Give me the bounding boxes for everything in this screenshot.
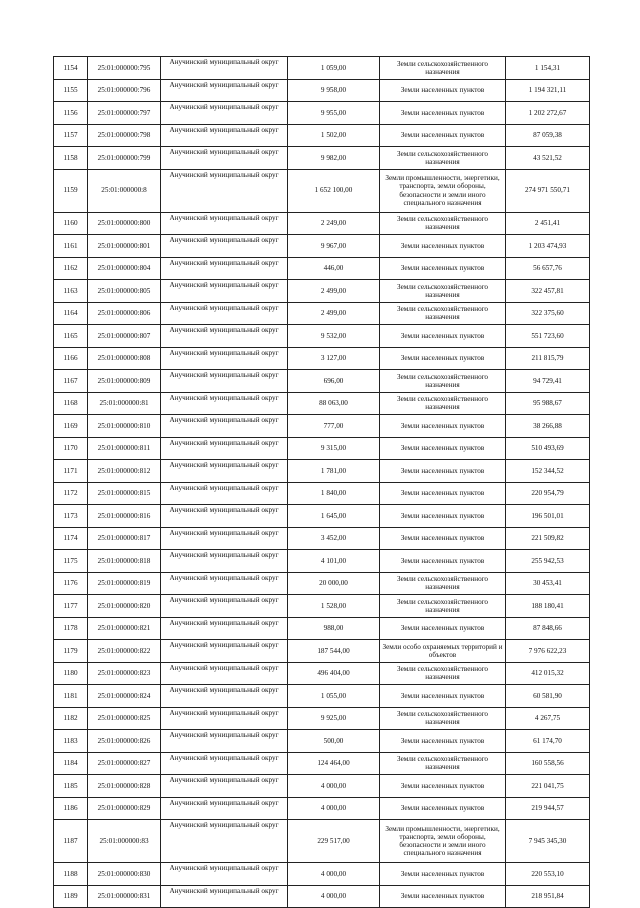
land-category-cell: Земли сельскохозяйственного назначения — [380, 392, 506, 415]
cadastral-number-cell: 25:01:000000:818 — [88, 550, 161, 573]
cadastral-value-cell: 255 942,53 — [506, 550, 590, 573]
row-number-cell: 1176 — [54, 572, 88, 595]
cadastral-number-cell: 25:01:000000:815 — [88, 482, 161, 505]
land-category-cell: Земли населенных пунктов — [380, 437, 506, 460]
table-row — [54, 302, 590, 325]
area-cell: 9 955,00 — [288, 102, 380, 125]
owner-cell: Анучинский муниципальный округ — [161, 392, 288, 415]
table-body — [54, 57, 590, 908]
cadastral-value-cell: 87 848,66 — [506, 617, 590, 640]
land-category-cell: Земли населенных пунктов — [380, 347, 506, 370]
area-cell: 187 544,00 — [288, 640, 380, 663]
area-cell: 1 652 100,00 — [288, 169, 380, 212]
cadastral-value-cell: 211 815,79 — [506, 347, 590, 370]
owner-cell: Анучинский муниципальный округ — [161, 550, 288, 573]
cadastral-value-cell: 551 723,60 — [506, 325, 590, 348]
table-row — [54, 257, 590, 280]
row-number-cell: 1161 — [54, 235, 88, 258]
row-number-cell: 1160 — [54, 212, 88, 235]
cadastral-value-cell: 510 493,69 — [506, 437, 590, 460]
row-number-cell: 1174 — [54, 527, 88, 550]
row-number-cell: 1188 — [54, 863, 88, 886]
cadastral-number-cell: 25:01:000000:831 — [88, 885, 161, 908]
row-number-cell: 1185 — [54, 775, 88, 798]
cadastral-number-cell: 25:01:000000:809 — [88, 370, 161, 393]
table-row — [54, 169, 590, 212]
owner-cell: Анучинский муниципальный округ — [161, 685, 288, 708]
row-number-cell: 1173 — [54, 505, 88, 528]
table-row — [54, 527, 590, 550]
owner-cell: Анучинский муниципальный округ — [161, 617, 288, 640]
area-cell: 988,00 — [288, 617, 380, 640]
cadastral-value-cell: 4 267,75 — [506, 707, 590, 730]
land-category-cell: Земли сельскохозяйственного назначения — [380, 212, 506, 235]
table-row — [54, 820, 590, 863]
cadastral-value-cell: 7 976 622,23 — [506, 640, 590, 663]
cadastral-number-cell: 25:01:000000:816 — [88, 505, 161, 528]
table-row — [54, 730, 590, 753]
row-number-cell: 1159 — [54, 169, 88, 212]
land-category-cell: Земли населенных пунктов — [380, 797, 506, 820]
area-cell: 1 055,00 — [288, 685, 380, 708]
cadastral-number-cell: 25:01:000000:8 — [88, 169, 161, 212]
table-row — [54, 707, 590, 730]
owner-cell: Анучинский муниципальный округ — [161, 595, 288, 618]
land-category-cell: Земли населенных пунктов — [380, 527, 506, 550]
land-category-cell: Земли сельскохозяйственного назначения — [380, 572, 506, 595]
area-cell: 1 781,00 — [288, 460, 380, 483]
cadastral-value-cell: 160 558,56 — [506, 752, 590, 775]
area-cell: 4 000,00 — [288, 863, 380, 886]
area-cell: 1 528,00 — [288, 595, 380, 618]
cadastral-value-cell: 219 944,57 — [506, 797, 590, 820]
land-category-cell: Земли населенных пунктов — [380, 885, 506, 908]
owner-cell: Анучинский муниципальный округ — [161, 460, 288, 483]
cadastral-value-cell: 56 657,76 — [506, 257, 590, 280]
area-cell: 9 532,00 — [288, 325, 380, 348]
area-cell: 777,00 — [288, 415, 380, 438]
owner-cell: Анучинский муниципальный округ — [161, 415, 288, 438]
cadastral-value-cell: 412 015,32 — [506, 662, 590, 685]
cadastral-value-cell: 196 501,01 — [506, 505, 590, 528]
row-number-cell: 1179 — [54, 640, 88, 663]
cadastral-number-cell: 25:01:000000:796 — [88, 79, 161, 102]
cadastral-value-cell: 221 041,75 — [506, 775, 590, 798]
owner-cell: Анучинский муниципальный округ — [161, 505, 288, 528]
row-number-cell: 1186 — [54, 797, 88, 820]
land-category-cell: Земли населенных пунктов — [380, 505, 506, 528]
land-category-cell: Земли населенных пунктов — [380, 415, 506, 438]
area-cell: 496 404,00 — [288, 662, 380, 685]
cadastral-number-cell: 25:01:000000:819 — [88, 572, 161, 595]
cadastral-value-cell: 94 729,41 — [506, 370, 590, 393]
cadastral-number-cell: 25:01:000000:817 — [88, 527, 161, 550]
row-number-cell: 1165 — [54, 325, 88, 348]
row-number-cell: 1170 — [54, 437, 88, 460]
table-row — [54, 595, 590, 618]
table-row — [54, 685, 590, 708]
area-cell: 1 502,00 — [288, 124, 380, 147]
owner-cell: Анучинский муниципальный округ — [161, 662, 288, 685]
cadastral-value-cell: 1 194 321,11 — [506, 79, 590, 102]
cadastral-value-cell: 1 203 474,93 — [506, 235, 590, 258]
owner-cell: Анучинский муниципальный округ — [161, 863, 288, 886]
area-cell: 446,00 — [288, 257, 380, 280]
cadastral-number-cell: 25:01:000000:806 — [88, 302, 161, 325]
area-cell: 9 958,00 — [288, 79, 380, 102]
row-number-cell: 1164 — [54, 302, 88, 325]
cadastral-number-cell: 25:01:000000:795 — [88, 57, 161, 80]
table-row — [54, 102, 590, 125]
cadastral-value-cell: 30 453,41 — [506, 572, 590, 595]
cadastral-number-cell: 25:01:000000:829 — [88, 797, 161, 820]
land-category-cell: Земли населенных пунктов — [380, 257, 506, 280]
owner-cell: Анучинский муниципальный округ — [161, 437, 288, 460]
land-category-cell: Земли населенных пунктов — [380, 730, 506, 753]
area-cell: 9 967,00 — [288, 235, 380, 258]
owner-cell: Анучинский муниципальный округ — [161, 482, 288, 505]
cadastral-value-cell: 43 521,52 — [506, 147, 590, 170]
cadastral-value-cell: 274 971 550,71 — [506, 169, 590, 212]
area-cell: 500,00 — [288, 730, 380, 753]
cadastral-number-cell: 25:01:000000:830 — [88, 863, 161, 886]
cadastral-number-cell: 25:01:000000:800 — [88, 212, 161, 235]
owner-cell: Анучинский муниципальный округ — [161, 147, 288, 170]
row-number-cell: 1163 — [54, 280, 88, 303]
cadastral-value-cell: 61 174,70 — [506, 730, 590, 753]
cadastral-number-cell: 25:01:000000:825 — [88, 707, 161, 730]
area-cell: 20 000,00 — [288, 572, 380, 595]
area-cell: 4 000,00 — [288, 797, 380, 820]
row-number-cell: 1167 — [54, 370, 88, 393]
cadastral-number-cell: 25:01:000000:81 — [88, 392, 161, 415]
table-row — [54, 347, 590, 370]
table-row — [54, 775, 590, 798]
area-cell: 9 315,00 — [288, 437, 380, 460]
table-row — [54, 863, 590, 886]
table-row — [54, 617, 590, 640]
area-cell: 88 063,00 — [288, 392, 380, 415]
owner-cell: Анучинский муниципальный округ — [161, 280, 288, 303]
owner-cell: Анучинский муниципальный округ — [161, 370, 288, 393]
cadastral-number-cell: 25:01:000000:799 — [88, 147, 161, 170]
cadastral-value-cell: 95 988,67 — [506, 392, 590, 415]
table-row — [54, 752, 590, 775]
owner-cell: Анучинский муниципальный округ — [161, 257, 288, 280]
table-row — [54, 280, 590, 303]
row-number-cell: 1181 — [54, 685, 88, 708]
land-category-cell: Земли населенных пунктов — [380, 775, 506, 798]
owner-cell: Анучинский муниципальный округ — [161, 347, 288, 370]
area-cell: 2 249,00 — [288, 212, 380, 235]
row-number-cell: 1162 — [54, 257, 88, 280]
owner-cell: Анучинский муниципальный округ — [161, 752, 288, 775]
row-number-cell: 1178 — [54, 617, 88, 640]
cadastral-number-cell: 25:01:000000:827 — [88, 752, 161, 775]
area-cell: 1 840,00 — [288, 482, 380, 505]
cadastral-number-cell: 25:01:000000:83 — [88, 820, 161, 863]
owner-cell: Анучинский муниципальный округ — [161, 527, 288, 550]
cadastral-value-cell: 221 509,82 — [506, 527, 590, 550]
area-cell: 3 127,00 — [288, 347, 380, 370]
land-category-cell: Земли населенных пунктов — [380, 460, 506, 483]
table-row — [54, 370, 590, 393]
owner-cell: Анучинский муниципальный округ — [161, 212, 288, 235]
land-category-cell: Земли населенных пунктов — [380, 325, 506, 348]
area-cell: 229 517,00 — [288, 820, 380, 863]
cadastral-value-cell: 1 154,31 — [506, 57, 590, 80]
cadastral-value-cell: 220 553,10 — [506, 863, 590, 886]
row-number-cell: 1168 — [54, 392, 88, 415]
table-row — [54, 415, 590, 438]
table-row — [54, 482, 590, 505]
cadastral-number-cell: 25:01:000000:801 — [88, 235, 161, 258]
table-row — [54, 885, 590, 908]
area-cell: 1 059,00 — [288, 57, 380, 80]
cadastral-number-cell: 25:01:000000:820 — [88, 595, 161, 618]
area-cell: 2 499,00 — [288, 302, 380, 325]
area-cell: 4 101,00 — [288, 550, 380, 573]
owner-cell: Анучинский муниципальный округ — [161, 79, 288, 102]
table-row — [54, 640, 590, 663]
land-category-cell: Земли промышленности, энергетики, транспорта, земли обороны, безопасности и земли иного специального назначения — [380, 820, 506, 863]
row-number-cell: 1157 — [54, 124, 88, 147]
cadastral-number-cell: 25:01:000000:808 — [88, 347, 161, 370]
row-number-cell: 1177 — [54, 595, 88, 618]
cadastral-number-cell: 25:01:000000:823 — [88, 662, 161, 685]
table-row — [54, 235, 590, 258]
cadastral-number-cell: 25:01:000000:798 — [88, 124, 161, 147]
table-row — [54, 392, 590, 415]
cadastral-value-cell: 152 344,52 — [506, 460, 590, 483]
land-category-cell: Земли сельскохозяйственного назначения — [380, 302, 506, 325]
table-row — [54, 325, 590, 348]
cadastral-value-cell: 1 202 272,67 — [506, 102, 590, 125]
row-number-cell: 1189 — [54, 885, 88, 908]
owner-cell: Анучинский муниципальный округ — [161, 885, 288, 908]
cadastral-number-cell: 25:01:000000:804 — [88, 257, 161, 280]
cadastral-number-cell: 25:01:000000:821 — [88, 617, 161, 640]
land-category-cell: Земли населенных пунктов — [380, 482, 506, 505]
land-category-cell: Земли сельскохозяйственного назначения — [380, 595, 506, 618]
area-cell: 124 464,00 — [288, 752, 380, 775]
cadastral-number-cell: 25:01:000000:826 — [88, 730, 161, 753]
cadastral-number-cell: 25:01:000000:805 — [88, 280, 161, 303]
land-category-cell: Земли сельскохозяйственного назначения — [380, 57, 506, 80]
land-category-cell: Земли особо охраняемых территорий и объектов — [380, 640, 506, 663]
table-row — [54, 572, 590, 595]
area-cell: 9 982,00 — [288, 147, 380, 170]
owner-cell: Анучинский муниципальный округ — [161, 775, 288, 798]
owner-cell: Анучинский муниципальный округ — [161, 820, 288, 863]
land-category-cell: Земли населенных пунктов — [380, 124, 506, 147]
table-row — [54, 212, 590, 235]
cadastral-number-cell: 25:01:000000:807 — [88, 325, 161, 348]
cadastral-value-cell: 38 266,88 — [506, 415, 590, 438]
table-row — [54, 797, 590, 820]
area-cell: 1 645,00 — [288, 505, 380, 528]
owner-cell: Анучинский муниципальный округ — [161, 730, 288, 753]
cadastral-value-cell: 188 180,41 — [506, 595, 590, 618]
cadastral-value-cell: 7 945 345,30 — [506, 820, 590, 863]
owner-cell: Анучинский муниципальный округ — [161, 302, 288, 325]
cadastral-value-cell: 322 375,60 — [506, 302, 590, 325]
table-row — [54, 550, 590, 573]
row-number-cell: 1156 — [54, 102, 88, 125]
cadastral-number-cell: 25:01:000000:822 — [88, 640, 161, 663]
land-category-cell: Земли сельскохозяйственного назначения — [380, 707, 506, 730]
land-category-cell: Земли сельскохозяйственного назначения — [380, 752, 506, 775]
cadastral-number-cell: 25:01:000000:828 — [88, 775, 161, 798]
table-row — [54, 147, 590, 170]
cadastral-value-cell: 218 951,84 — [506, 885, 590, 908]
owner-cell: Анучинский муниципальный округ — [161, 640, 288, 663]
row-number-cell: 1172 — [54, 482, 88, 505]
row-number-cell: 1154 — [54, 57, 88, 80]
table-row — [54, 505, 590, 528]
row-number-cell: 1175 — [54, 550, 88, 573]
land-category-cell: Земли населенных пунктов — [380, 102, 506, 125]
cadastral-number-cell: 25:01:000000:797 — [88, 102, 161, 125]
table-row — [54, 124, 590, 147]
land-category-cell: Земли населенных пунктов — [380, 79, 506, 102]
owner-cell: Анучинский муниципальный округ — [161, 102, 288, 125]
row-number-cell: 1155 — [54, 79, 88, 102]
owner-cell: Анучинский муниципальный округ — [161, 235, 288, 258]
row-number-cell: 1183 — [54, 730, 88, 753]
row-number-cell: 1166 — [54, 347, 88, 370]
area-cell: 4 000,00 — [288, 775, 380, 798]
table-row — [54, 662, 590, 685]
land-registry-table — [53, 56, 590, 908]
owner-cell: Анучинский муниципальный округ — [161, 57, 288, 80]
row-number-cell: 1171 — [54, 460, 88, 483]
row-number-cell: 1169 — [54, 415, 88, 438]
cadastral-number-cell: 25:01:000000:811 — [88, 437, 161, 460]
cadastral-number-cell: 25:01:000000:810 — [88, 415, 161, 438]
table-row — [54, 437, 590, 460]
cadastral-value-cell: 220 954,79 — [506, 482, 590, 505]
owner-cell: Анучинский муниципальный округ — [161, 325, 288, 348]
area-cell: 4 000,00 — [288, 885, 380, 908]
land-category-cell: Земли населенных пунктов — [380, 550, 506, 573]
owner-cell: Анучинский муниципальный округ — [161, 124, 288, 147]
cadastral-value-cell: 87 059,38 — [506, 124, 590, 147]
cadastral-number-cell: 25:01:000000:824 — [88, 685, 161, 708]
document-page — [53, 56, 589, 908]
table-row — [54, 57, 590, 80]
table-row — [54, 460, 590, 483]
land-category-cell: Земли промышленности, энергетики, транспорта, земли обороны, безопасности и земли иного специального назначения — [380, 169, 506, 212]
owner-cell: Анучинский муниципальный округ — [161, 797, 288, 820]
land-category-cell: Земли сельскохозяйственного назначения — [380, 662, 506, 685]
row-number-cell: 1184 — [54, 752, 88, 775]
row-number-cell: 1180 — [54, 662, 88, 685]
owner-cell: Анучинский муниципальный округ — [161, 572, 288, 595]
owner-cell: Анучинский муниципальный округ — [161, 707, 288, 730]
land-category-cell: Земли сельскохозяйственного назначения — [380, 370, 506, 393]
owner-cell: Анучинский муниципальный округ — [161, 169, 288, 212]
land-category-cell: Земли населенных пунктов — [380, 863, 506, 886]
land-category-cell: Земли населенных пунктов — [380, 235, 506, 258]
land-category-cell: Земли населенных пунктов — [380, 617, 506, 640]
cadastral-number-cell: 25:01:000000:812 — [88, 460, 161, 483]
table-row — [54, 79, 590, 102]
cadastral-value-cell: 60 581,90 — [506, 685, 590, 708]
land-category-cell: Земли сельскохозяйственного назначения — [380, 147, 506, 170]
area-cell: 696,00 — [288, 370, 380, 393]
row-number-cell: 1187 — [54, 820, 88, 863]
cadastral-value-cell: 322 457,81 — [506, 280, 590, 303]
area-cell: 2 499,00 — [288, 280, 380, 303]
area-cell: 9 925,00 — [288, 707, 380, 730]
area-cell: 3 452,00 — [288, 527, 380, 550]
land-category-cell: Земли сельскохозяйственного назначения — [380, 280, 506, 303]
cadastral-value-cell: 2 451,41 — [506, 212, 590, 235]
land-category-cell: Земли населенных пунктов — [380, 685, 506, 708]
row-number-cell: 1182 — [54, 707, 88, 730]
row-number-cell: 1158 — [54, 147, 88, 170]
